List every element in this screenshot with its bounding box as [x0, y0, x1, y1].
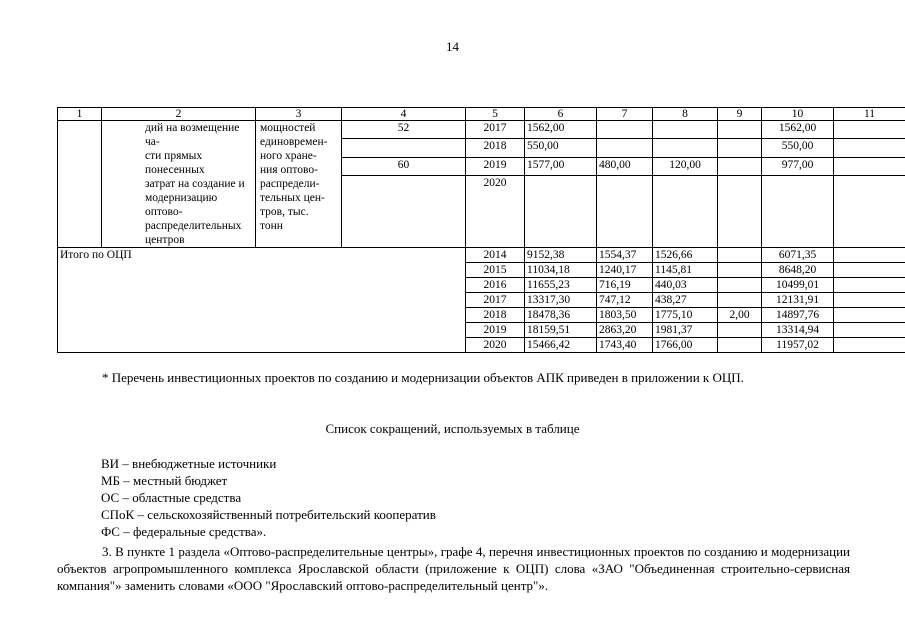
capacity-indicator-line: мощностей [260, 122, 316, 134]
abbreviations-title: Список сокращений, используемых в таблице [325, 421, 580, 436]
table-row-total [58, 248, 905, 263]
cell-total [525, 176, 597, 248]
cell-fs: 747,12 [597, 293, 653, 308]
cell-col11 [834, 248, 905, 263]
cell-fs [597, 176, 653, 248]
project-description-line: центров [145, 234, 185, 246]
col-header-6: 6 [525, 108, 597, 121]
cell-mb [718, 278, 762, 293]
cell-fs: 1803,50 [597, 308, 653, 323]
cell-year: 2015 [466, 263, 525, 278]
cell-mb [718, 139, 762, 157]
col-header-7: 7 [597, 108, 653, 121]
cell-os: 440,03 [653, 278, 718, 293]
cell-indicator-value: 52 [342, 121, 466, 139]
cell-os: 1775,10 [653, 308, 718, 323]
capacity-indicator-line: ния оптово- [260, 164, 318, 176]
cell-year: 2016 [466, 278, 525, 293]
cell-col11 [834, 157, 905, 175]
cell-os: 1526,66 [653, 248, 718, 263]
cell-col11 [834, 323, 905, 338]
cell-vi [762, 176, 834, 248]
cell-col11 [834, 278, 905, 293]
capacity-indicator-line: тров, тыс. [260, 206, 309, 218]
col-header-10: 10 [762, 108, 834, 121]
cell-mb [718, 248, 762, 263]
amendment-paragraph: 3. В пункте 1 раздела «Оптово-распределительные центры», графе 4, перечня инвестиционных проектов по созданию и модернизации объектов агропромышленного комплекса Ярославской области (приложение к ОЦП) слова «ЗАО "Объединенная строительно-сервисная компания"» заменить словами «ООО "Ярославский оптово-распределительный центр"». [57, 544, 850, 593]
col-header-1: 1 [58, 108, 102, 121]
cell-vi: 13314,94 [762, 323, 834, 338]
cell-vi: 10499,01 [762, 278, 834, 293]
capacity-indicator-line: ного хране- [260, 150, 317, 162]
cell-os: 438,27 [653, 293, 718, 308]
col-header-2: 2 [102, 108, 256, 121]
project-description [102, 121, 256, 248]
cell-total: 18478,36 [525, 308, 597, 323]
col-header-3: 3 [256, 108, 342, 121]
cell-year: 2019 [466, 323, 525, 338]
abbreviation-item: СПоК – сельскохозяйственный потребительский кооператив [101, 507, 436, 522]
cell-total: 1562,00 [525, 121, 597, 139]
cell-os: 1145,81 [653, 263, 718, 278]
cell-col11 [834, 338, 905, 353]
cell-total: 9152,38 [525, 248, 597, 263]
cell-year: 2018 [466, 308, 525, 323]
capacity-indicator-line: тонн [260, 220, 283, 232]
cell-vi: 1562,00 [762, 121, 834, 139]
cell-year: 2018 [466, 139, 525, 157]
cell-total: 1577,00 [525, 157, 597, 175]
cell-mb [718, 263, 762, 278]
cell-fs: 480,00 [597, 157, 653, 175]
cell-fs: 1554,37 [597, 248, 653, 263]
cell-os [653, 176, 718, 248]
investment-table [57, 107, 905, 353]
cell-year: 2019 [466, 157, 525, 175]
cell-mb [718, 176, 762, 248]
project-description-line: модернизацию оптово- [145, 192, 218, 218]
abbreviations-list [101, 455, 861, 540]
total-label: Итого по ОЦП [58, 248, 466, 353]
footnote: * Перечень инвестиционных проектов по созданию и модернизации объектов АПК приведен в приложении к ОЦП. [102, 370, 744, 385]
cell-os [653, 121, 718, 139]
cell-vi: 6071,35 [762, 248, 834, 263]
cell-col11 [834, 293, 905, 308]
cell-mb [718, 121, 762, 139]
cell-col11 [834, 263, 905, 278]
cell-fs: 1240,17 [597, 263, 653, 278]
table-header-row [58, 108, 905, 121]
page-number: 14 [446, 39, 459, 54]
abbreviation-item: МБ – местный бюджет [101, 473, 228, 488]
cell-vi: 14897,76 [762, 308, 834, 323]
cell-year: 2020 [466, 176, 525, 248]
project-description-line: сти прямых понесенных [145, 150, 205, 176]
abbreviation-item: ФС – федеральные средства». [101, 524, 267, 539]
cell-year: 2014 [466, 248, 525, 263]
capacity-indicator-line: распредели- [260, 178, 320, 190]
cell-total: 11655,23 [525, 278, 597, 293]
cell-indicator-value: 60 [342, 157, 466, 175]
cell-col11 [834, 121, 905, 139]
cell-mb [718, 293, 762, 308]
cell-year: 2020 [466, 338, 525, 353]
cell-mb [718, 157, 762, 175]
cell-indicator-value [342, 139, 466, 157]
cell-col1-empty [58, 121, 102, 248]
abbreviation-item: ВИ – внебюджетные источники [101, 456, 277, 471]
cell-os: 120,00 [653, 157, 718, 175]
cell-total: 550,00 [525, 139, 597, 157]
abbreviation-item: ОС – областные средства [101, 490, 242, 505]
col-header-8: 8 [653, 108, 718, 121]
col-header-4: 4 [342, 108, 466, 121]
cell-vi: 12131,91 [762, 293, 834, 308]
cell-year: 2017 [466, 293, 525, 308]
cell-vi: 550,00 [762, 139, 834, 157]
cell-total: 13317,30 [525, 293, 597, 308]
project-description-line: затрат на создание и [145, 178, 245, 190]
cell-col11 [834, 139, 905, 157]
cell-os: 1981,37 [653, 323, 718, 338]
cell-total: 15466,42 [525, 338, 597, 353]
cell-fs: 2863,20 [597, 323, 653, 338]
cell-os: 1766,00 [653, 338, 718, 353]
project-description-line: дий на возмещение ча- [145, 122, 240, 148]
capacity-indicator-line: тельных цен- [260, 192, 325, 204]
cell-vi: 11957,02 [762, 338, 834, 353]
cell-col11 [834, 308, 905, 323]
cell-mb [718, 323, 762, 338]
cell-total: 18159,51 [525, 323, 597, 338]
cell-mb: 2,00 [718, 308, 762, 323]
col-header-9: 9 [718, 108, 762, 121]
col-header-11: 11 [834, 108, 905, 121]
cell-fs: 716,19 [597, 278, 653, 293]
project-description-line: распределительных [145, 220, 242, 232]
cell-total: 11034,18 [525, 263, 597, 278]
cell-year: 2017 [466, 121, 525, 139]
cell-fs [597, 121, 653, 139]
table-row [58, 121, 905, 139]
col-header-5: 5 [466, 108, 525, 121]
cell-fs: 1743,40 [597, 338, 653, 353]
cell-fs [597, 139, 653, 157]
capacity-indicator-line: единовремен- [260, 136, 328, 148]
capacity-indicator [256, 121, 342, 248]
cell-indicator-value [342, 176, 466, 248]
cell-col11 [834, 176, 905, 248]
cell-mb [718, 338, 762, 353]
cell-os [653, 139, 718, 157]
cell-vi: 8648,20 [762, 263, 834, 278]
cell-vi: 977,00 [762, 157, 834, 175]
